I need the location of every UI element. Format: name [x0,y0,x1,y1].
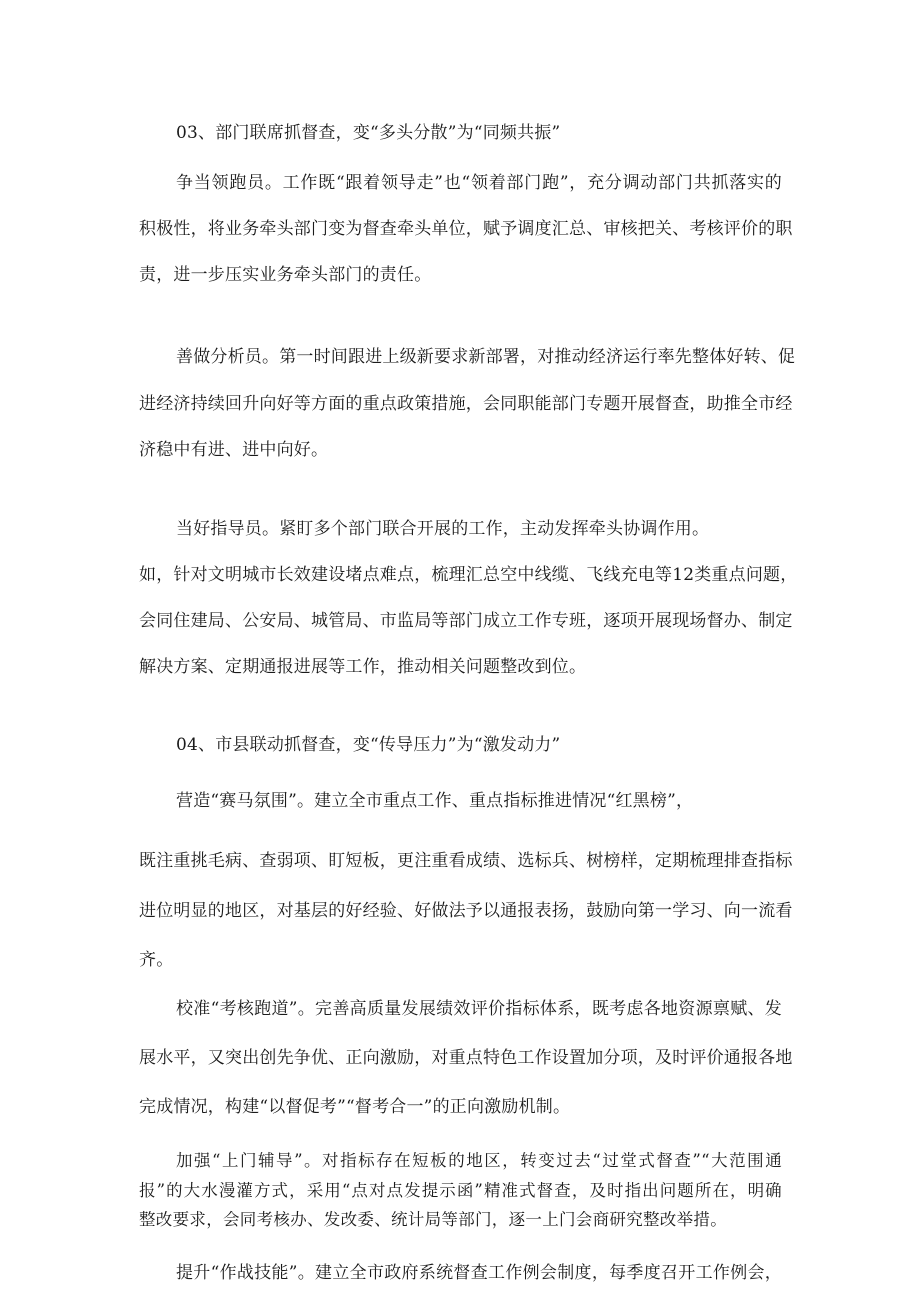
paragraph-line: 整改要求，会同考核办、发改委、统计局等部门，逐一上门会商研究整改举措。 [139,1210,727,1229]
paragraph-line: 济稳中有进、进中向好。 [139,440,329,460]
paragraph-line: 解决方案、定期通报进展等工作，推动相关问题整改到位。 [139,657,587,677]
paragraph-line: 如，针对文明城市长效建设堵点难点，梳理汇总空中线缆、飞线充电等12类重点问题， [139,565,798,585]
paragraph-line: 校准“考核跑道”。完善高质量发展绩效评价指标体系，既考虑各地资源禀赋、发 [176,999,782,1019]
paragraph-line: 会同住建局、公安局、城管局、市监局等部门成立工作专班，逐项开展现场督办、制定 [139,611,793,631]
paragraph-line: 既注重挑毛病、查弱项、盯短板，更注重看成绩、选标兵、树榜样，定期梳理排查指标 [139,851,793,871]
paragraph-line: 争当领跑员。工作既“跟着领导走”也“领着部门跑”，充分调动部门共抓落实的 [176,173,782,193]
paragraph-line: 善做分析员。第一时间跟进上级新要求新部署，对推动经济运行率先整体好转、促 [176,347,796,367]
paragraph-line: 完成情况，构建“以督促考”“督考合一”的正向激励机制。 [139,1097,571,1117]
paragraph-line: 提升“作战技能”。建立全市政府系统督查工作例会制度，每季度召开工作例会， [176,1263,782,1283]
paragraph-line: 营造“赛马氛围”。建立全市重点工作、重点指标推进情况“红黑榜”， [176,791,694,811]
paragraph-line: 加强“上门辅导”。对指标存在短板的地区，转变过去“过堂式督查”“大范围通 [176,1151,782,1170]
paragraph-line: 进经济持续回升向好等方面的重点政策措施，会同职能部门专题开展督查，助推全市经 [139,394,793,414]
section-heading-03: 03、部门联席抓督查，变“多头分散”为“同频共振” [176,123,561,143]
paragraph-line: 进位明显的地区，对基层的好经验、好做法予以通报表扬，鼓励向第一学习、向一流看 [139,901,793,921]
paragraph-line: 齐。 [139,950,174,970]
paragraph-line: 报”的大水漫灌方式，采用“点对点发提示函”精准式督查，及时指出问题所在，明确 [139,1181,782,1200]
paragraph-line: 积极性，将业务牵头部门变为督查牵头单位，赋予调度汇总、审核把关、考核评价的职 [139,219,793,239]
paragraph-line: 责，进一步压实业务牵头部门的责任。 [139,265,432,285]
section-heading-04: 04、市县联动抓督查，变“传导压力”为“激发动力” [176,735,561,755]
paragraph-line: 展水平，又突出创先争优、正向激励，对重点特色工作设置加分项，及时评价通报各地 [139,1048,793,1068]
paragraph-line: 当好指导员。紧盯多个部门联合开展的工作，主动发挥牵头协调作用。 [176,519,710,539]
